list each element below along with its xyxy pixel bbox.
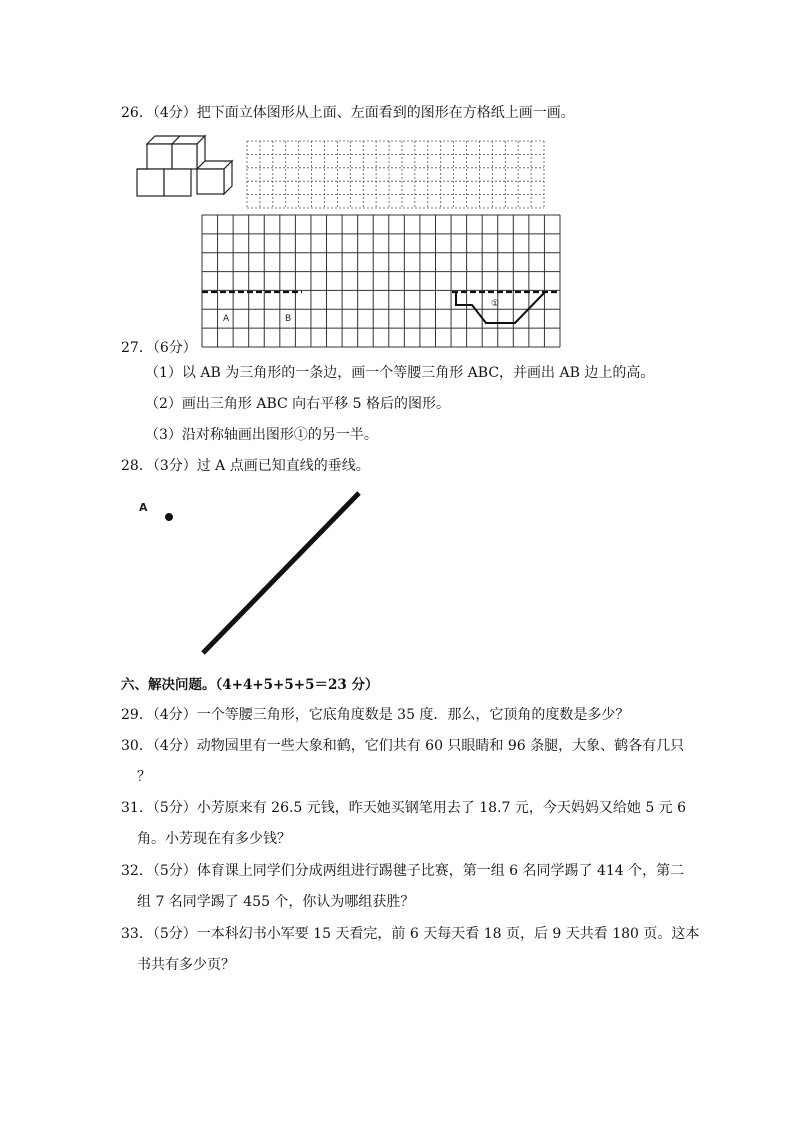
question-27-text: 27．（6分） [121,340,197,356]
point-a-label: A [139,501,148,514]
section-6-heading: 六、解决问题。（4+4+5+5+5＝23 分） [121,677,379,693]
question-26-text: 26．（4分）把下面立体图形从上面、左面看到的图形在方格纸上画一画。 [121,105,575,121]
question-31-line-1: 31．（5分）小芳原来有 26.5 元钱，昨天她买钢笔用去了 18.7 元，今天妈妈又给她 5 元 6 [121,800,687,816]
question-27-sub-1: （1）以 AB 为三角形的一条边，画一个等腰三角形 ABC，并画出 AB 边上的高。 [145,365,655,381]
grid-q27 [202,215,562,350]
question-33-line-1: 33．（5分）一本科幻书小军要 15 天看完，前 6 天每天看 18 页，后 9 天共看 180 页。这本 [121,926,700,942]
question-32-line-2: 组 7 名同学踢了 455 个，你认为哪组获胜？ [137,894,415,910]
question-30-line-2: ？ [137,769,151,785]
grid-label-shape-1: ① [491,299,500,309]
question-31-line-2: 角。小芳现在有多少钱？ [137,831,291,847]
cube-figure [136,132,236,202]
question-27-sub-2: （2）画出三角形 ABC 向右平移 5 格后的图形。 [145,396,450,412]
question-33-line-2: 书共有多少页？ [137,957,235,973]
question-27-sub-3: （3）沿对称轴画出图形①的另一半。 [145,427,378,443]
grid-label-a: A [223,314,230,324]
question-28-text: 28．（3分）过 A 点画已知直线的垂线。 [121,458,370,474]
grid-label-b: B [285,314,292,324]
question-32-line-1: 32．（5分）体育课上同学们分成两组进行踢毽子比赛，第一组 6 名同学踢了 414 个，第二 [121,863,685,879]
line-figure-q28 [130,490,370,660]
given-line [203,493,359,653]
question-30-line-1: 30．（4分）动物园里有一些大象和鹤，它们共有 60 只眼睛和 96 条腿，大象、鹤各有几只 [121,738,685,754]
dashed-grid-q26 [247,141,547,211]
question-29-text: 29．（4分）一个等腰三角形，它底角度数是 35 度．那么，它顶角的度数是多少？ [121,707,630,723]
point-a [165,513,173,521]
